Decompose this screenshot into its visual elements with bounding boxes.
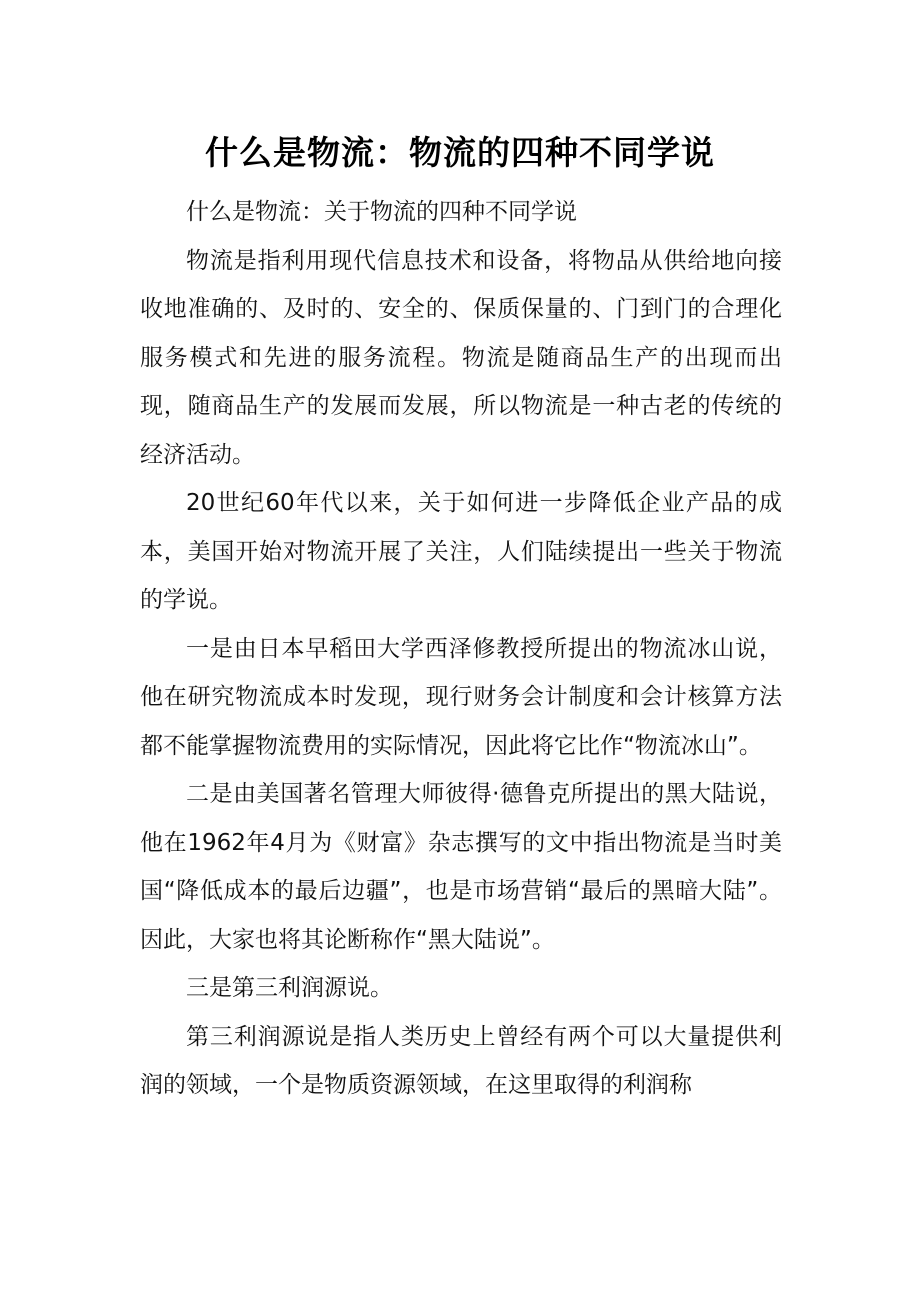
paragraph-iceberg-theory: 一是由日本早稻田大学西泽修教授所提出的物流冰山说，他在研究物流成本时发现，现行财务会计制度和会计核算方法都不能掌握物流费用的实际情况，因此将它比作“物流冰山”。: [140, 635, 782, 759]
document-body: [140, 188, 782, 1110]
document-title: 什么是物流：物流的四种不同学说: [205, 133, 715, 172]
paragraph-third-profit-theory: 第三利润源说是指人类历史上曾经有两个可以大量提供利润的领域，一个是物质资源领域，在这里取得的利润称: [140, 1023, 782, 1098]
paragraph-third-profit-heading: 三是第三利润源说。: [186, 975, 393, 1001]
paragraph-definition: 物流是指利用现代信息技术和设备，将物品从供给地向接收地准确的、及时的、安全的、保质保量的、门到门的合理化服务模式和先进的服务流程。物流是随商品生产的出现而出现，随商品生产的发展而发展，所以物流是一种古老的传统的经济活动。: [140, 247, 782, 468]
paragraph-dark-continent-theory: 二是由美国著名管理大师彼得·德鲁克所提出的黑大陆说，他在1962年4月为《财富》杂志撰写的文中指出物流是当时美国“降低成本的最后边疆”，也是市场营销“最后的黑暗大陆”。因此，大家也将其论断称作“黑大陆说”。: [140, 781, 782, 953]
paragraph-subtitle: 什么是物流：关于物流的四种不同学说: [186, 199, 577, 225]
paragraph-background: 20世纪60年代以来，关于如何进一步降低企业产品的成本，美国开始对物流开展了关注，人们陆续提出一些关于物流的学说。: [140, 490, 782, 613]
